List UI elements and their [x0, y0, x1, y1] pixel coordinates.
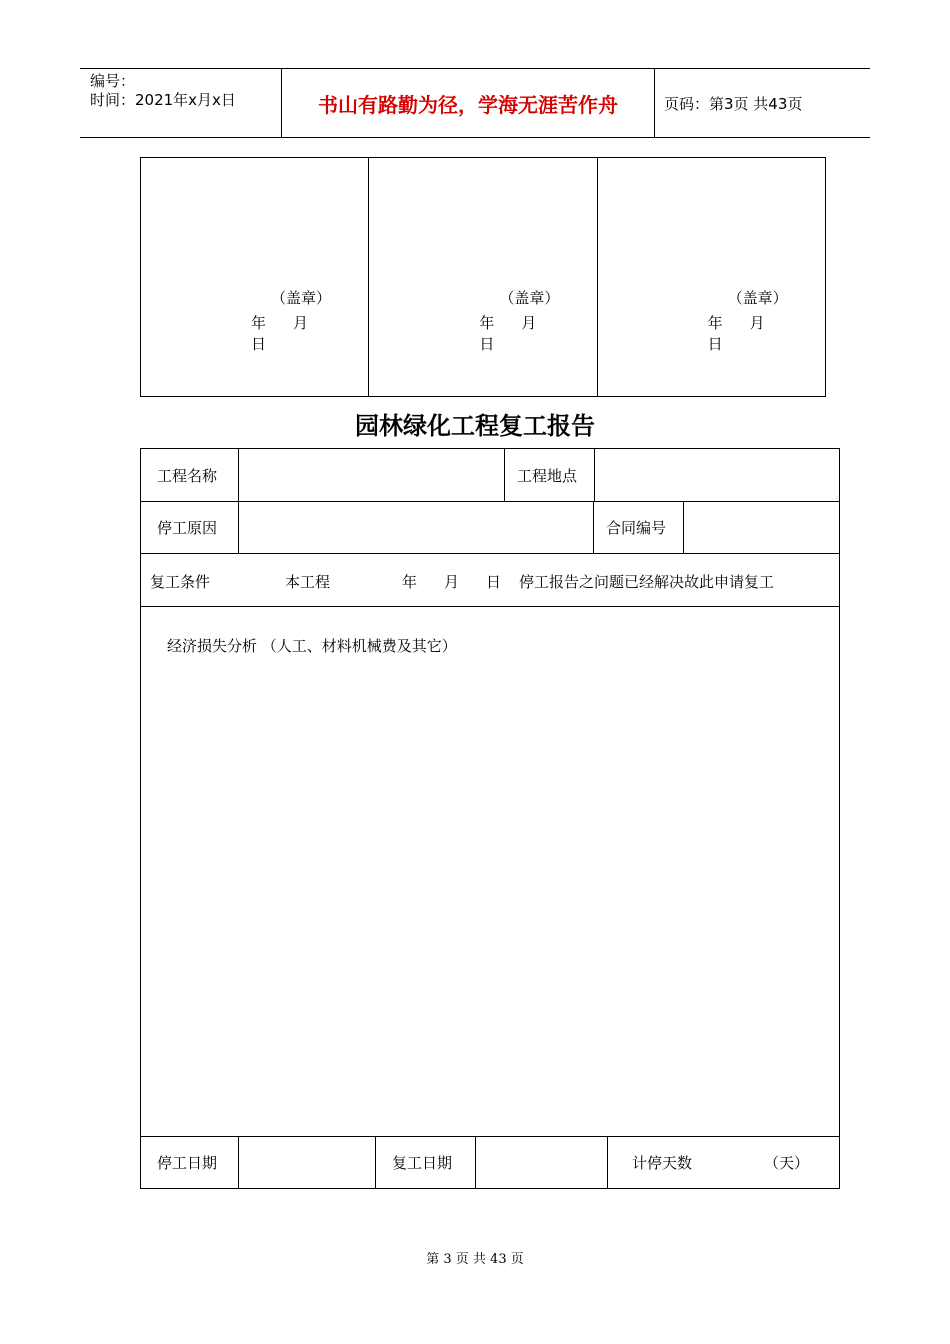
resume-report-form	[140, 448, 840, 1189]
time-label: 时间：2021年x月x日	[90, 91, 236, 109]
seal-stamp-label: （盖章）	[727, 289, 788, 307]
stop-reason-label: 停工原因	[157, 519, 218, 537]
seal-stamp-label: （盖章）	[499, 289, 560, 307]
form-row-condition	[141, 554, 839, 607]
days-unit-label: （天）	[764, 1154, 810, 1172]
stop-date-field[interactable]	[238, 1137, 375, 1188]
condition-day: 日	[486, 573, 502, 591]
form-row-reason	[141, 502, 839, 554]
contract-no-label: 合同编号	[593, 502, 683, 553]
seal-table	[140, 157, 826, 397]
seal-cell-2	[369, 158, 597, 396]
seal-cell-3	[598, 158, 825, 396]
seal-month: 月	[521, 314, 537, 332]
resume-statement: 停工报告之问题已经解决故此申请复工	[519, 573, 775, 591]
this-project-label: 本工程	[285, 573, 331, 591]
condition-month: 月	[444, 573, 460, 591]
form-row-analysis[interactable]	[141, 607, 839, 1137]
page-header	[80, 68, 870, 138]
condition-year: 年	[402, 573, 418, 591]
project-name-label: 工程名称	[157, 466, 218, 485]
form-row-dates	[141, 1137, 839, 1188]
project-location-field[interactable]	[594, 449, 839, 501]
number-label: 编号：	[90, 72, 136, 90]
project-location-label: 工程地点	[504, 449, 594, 501]
contract-no-field[interactable]	[683, 502, 839, 553]
header-meta	[80, 69, 281, 137]
seal-stamp-label: （盖章）	[271, 289, 332, 307]
seal-day: 日	[479, 335, 495, 353]
seal-year: 年	[707, 314, 723, 332]
seal-date	[251, 312, 368, 354]
stop-days-cell[interactable]	[607, 1137, 839, 1188]
seal-date	[708, 312, 825, 354]
seal-month: 月	[293, 314, 309, 332]
project-name-field[interactable]	[238, 449, 504, 501]
form-row-project	[141, 449, 839, 502]
header-motto: 书山有路勤为径，学海无涯苦作舟	[281, 69, 655, 137]
resume-date-label: 复工日期	[375, 1137, 475, 1188]
stop-days-label: 计停天数	[632, 1154, 693, 1172]
seal-year: 年	[479, 314, 495, 332]
document-title: 园林绿化工程复工报告	[355, 412, 595, 440]
seal-day: 日	[707, 335, 723, 353]
seal-date	[479, 312, 596, 354]
loss-analysis-label: 经济损失分析 （人工、材料机械费及其它）	[167, 637, 457, 655]
stop-date-label: 停工日期	[157, 1154, 218, 1172]
seal-cell-1	[141, 158, 369, 396]
stop-reason-field[interactable]	[238, 502, 593, 553]
seal-year: 年	[251, 314, 267, 332]
header-page-info: 页码：第3页 共43页	[664, 94, 803, 113]
seal-day: 日	[251, 335, 267, 353]
resume-date-field[interactable]	[475, 1137, 607, 1188]
resume-condition-label: 复工条件	[150, 573, 211, 591]
seal-month: 月	[749, 314, 765, 332]
page-footer: 第 3 页 共 43 页	[426, 1252, 524, 1267]
